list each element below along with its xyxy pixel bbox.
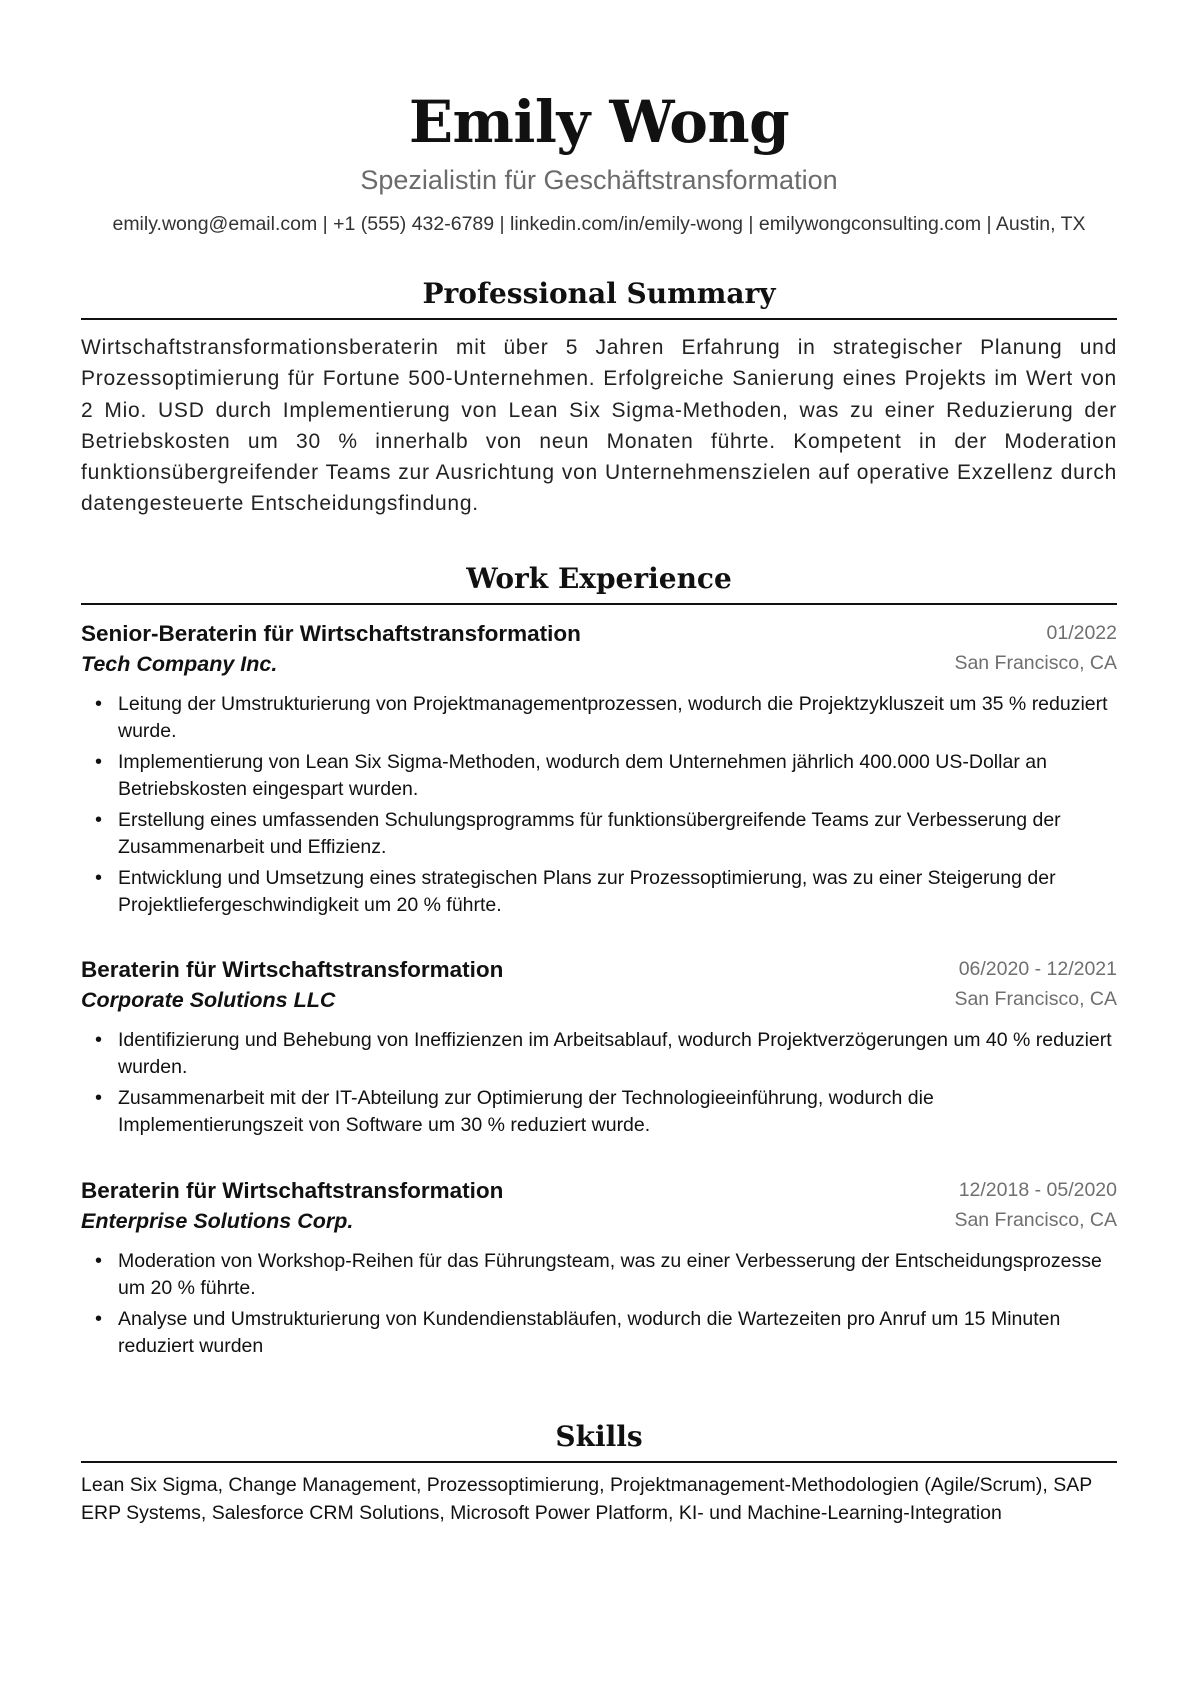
section-title-summary: Professional Summary (422, 277, 776, 310)
job-bullet-list (81, 1248, 1117, 1359)
job-location: San Francisco, CA (954, 1209, 1117, 1231)
job-bullet: • Zusammenarbeit mit der IT-Abteilung zur Optimierung der Technologieeinführung, wodurch die Implementierungszeit von Software um 30 % reduziert wurde. (81, 1085, 1117, 1138)
job-entry (81, 955, 1117, 1143)
job-entry (81, 1176, 1117, 1364)
candidate-name: Emily Wong (408, 88, 790, 156)
job-entry (81, 619, 1117, 923)
summary-text: Wirtschaftstransformationsberaterin mit über 5 Jahren Erfahrung in strategischer Planung und Prozessoptimierung für Fortune 500-Unternehmen. Erfolgreiche Sanierung eines Projekts im Wert von 2 Mio. USD durch Implementierung von Lean Six Sigma-Methoden, was zu einer Reduzierung der Betriebskosten um 30 % innerhalb von neun Monaten führte. Kompetent in der Moderation funktionsübergreifender Teams zur Ausrichtung von Unternehmenszielen auf operative Exzellenz durch datengesteuerte Entscheidungsfindung. (81, 336, 1117, 516)
job-date: 01/2022 (1046, 622, 1117, 644)
section-title-skills: Skills (555, 1420, 643, 1453)
job-company: Enterprise Solutions Corp. (81, 1209, 354, 1233)
candidate-headline: Spezialistin für Geschäftstransformation (360, 165, 838, 195)
job-bullet: • Implementierung von Lean Six Sigma-Methoden, wodurch dem Unternehmen jährlich 400.000 US-Dollar an Betriebskosten eingespart wurden. (81, 749, 1117, 802)
section-divider (81, 1461, 1117, 1463)
job-header (81, 619, 1117, 679)
job-company: Corporate Solutions LLC (81, 988, 336, 1012)
job-title: Beraterin für Wirtschaftstransformation (81, 1178, 504, 1203)
job-title: Beraterin für Wirtschaftstransformation (81, 957, 504, 982)
job-bullet: • Entwicklung und Umsetzung eines strategischen Plans zur Prozessoptimierung, was zu einer Steigerung der Projektliefergeschwindigkeit um 20 % führte. (81, 865, 1117, 918)
job-bullet: • Erstellung eines umfassenden Schulungsprogramms für funktionsübergreifende Teams zur Verbesserung der Zusammenarbeit und Effizienz. (81, 807, 1117, 860)
job-date: 06/2020 - 12/2021 (958, 958, 1117, 980)
section-divider (81, 318, 1117, 320)
contact-line: emily.wong@email.com | +1 (555) 432-6789 | linkedin.com/in/emily-wong | emilywongconsulting.com | Austin, TX (112, 213, 1086, 235)
job-bullet: • Leitung der Umstrukturierung von Projektmanagementprozessen, wodurch die Projektzykluszeit um 35 % reduziert wurde. (81, 691, 1117, 744)
job-location: San Francisco, CA (954, 652, 1117, 674)
job-bullet-list (81, 1027, 1117, 1138)
job-date: 12/2018 - 05/2020 (958, 1179, 1117, 1201)
section-divider (81, 603, 1117, 605)
job-bullet: • Analyse und Umstrukturierung von Kundendienstabläufen, wodurch die Wartezeiten pro Anruf um 15 Minuten reduziert wurden (81, 1306, 1117, 1359)
job-bullet: • Identifizierung und Behebung von Ineffizienzen im Arbeitsablauf, wodurch Projektverzögerungen um 40 % reduziert wurden. (81, 1027, 1117, 1080)
job-header (81, 1176, 1117, 1236)
job-location: San Francisco, CA (954, 988, 1117, 1010)
job-company: Tech Company Inc. (81, 652, 278, 676)
job-header (81, 955, 1117, 1015)
section-title-experience: Work Experience (466, 562, 732, 595)
skills-text: Lean Six Sigma, Change Management, Prozessoptimierung, Projektmanagement-Methodologien (Agile/Scrum), SAP ERP Systems, Salesforce CRM Solutions, Microsoft Power Platform, KI- und Machine-Learning-Integration (81, 1474, 1092, 1524)
job-title: Senior-Beraterin für Wirtschaftstransformation (81, 621, 581, 646)
job-bullet: • Moderation von Workshop-Reihen für das Führungsteam, was zu einer Verbesserung der Entscheidungsprozesse um 20 % führte. (81, 1248, 1117, 1301)
job-bullet-list (81, 691, 1117, 918)
